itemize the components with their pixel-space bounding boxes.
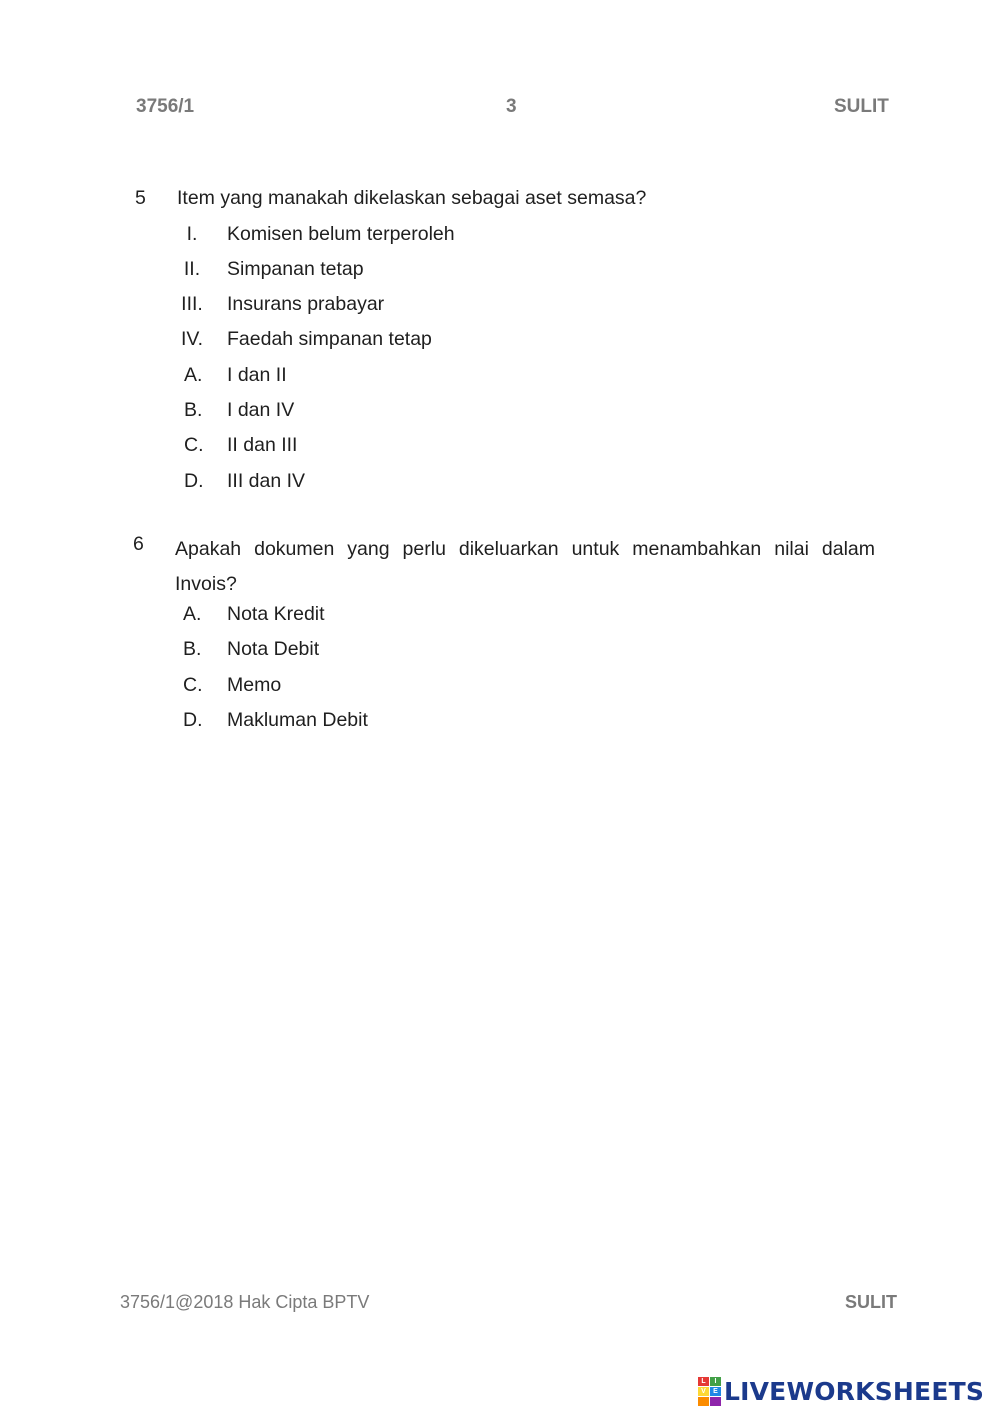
question-number: 5 (135, 187, 146, 209)
logo-tile: L (698, 1377, 709, 1386)
question-number: 6 (133, 533, 144, 555)
statement-label: IV. (180, 328, 204, 350)
option-text: I dan IV (227, 399, 295, 421)
statement-text: Faedah simpanan tetap (227, 328, 432, 350)
option-label: C. (184, 434, 204, 456)
option-text: I dan II (227, 364, 287, 386)
question-text: Apakah dokumen yang perlu dikeluarkan untuk menambahkan nilai dalam Invois? (175, 538, 875, 595)
question-text: Item yang manakah dikelaskan sebagai aset semasa? (177, 187, 647, 209)
footer-classification: SULIT (845, 1292, 897, 1312)
option-label: A. (184, 364, 203, 386)
statement-text: Insurans prabayar (227, 293, 385, 315)
liveworksheets-logo (698, 1376, 984, 1406)
option-label: B. (183, 638, 202, 660)
statement-label: I. (186, 223, 198, 245)
logo-tile: I (710, 1377, 721, 1386)
statement-text: Komisen belum terperoleh (227, 223, 455, 245)
option-label: D. (184, 470, 204, 492)
option-text: Memo (227, 674, 282, 696)
option-text: II dan III (227, 434, 298, 456)
option-label: C. (183, 674, 203, 696)
statement-label: II. (183, 258, 201, 280)
option-text: III dan IV (227, 470, 306, 492)
logo-wordmark: LIVEWORKSHEETS (724, 1376, 985, 1406)
header-page-number: 3 (506, 96, 517, 117)
option-text: Nota Debit (227, 638, 320, 660)
liveworksheets-logo-icon (698, 1377, 721, 1406)
option-text: Nota Kredit (227, 603, 325, 625)
logo-tile (698, 1397, 709, 1406)
footer-copyright: 3756/1@2018 Hak Cipta BPTV (120, 1292, 370, 1312)
option-text: Makluman Debit (227, 709, 368, 731)
logo-tile: V (698, 1387, 709, 1396)
header-classification: SULIT (834, 96, 889, 117)
statement-text: Simpanan tetap (227, 258, 364, 280)
header-paper-code: 3756/1 (136, 96, 195, 117)
statement-label: III. (181, 293, 203, 315)
option-label: B. (184, 399, 203, 421)
option-label: D. (183, 709, 203, 731)
logo-tile: E (710, 1387, 721, 1396)
option-label: A. (183, 603, 202, 625)
logo-tile (710, 1397, 721, 1406)
